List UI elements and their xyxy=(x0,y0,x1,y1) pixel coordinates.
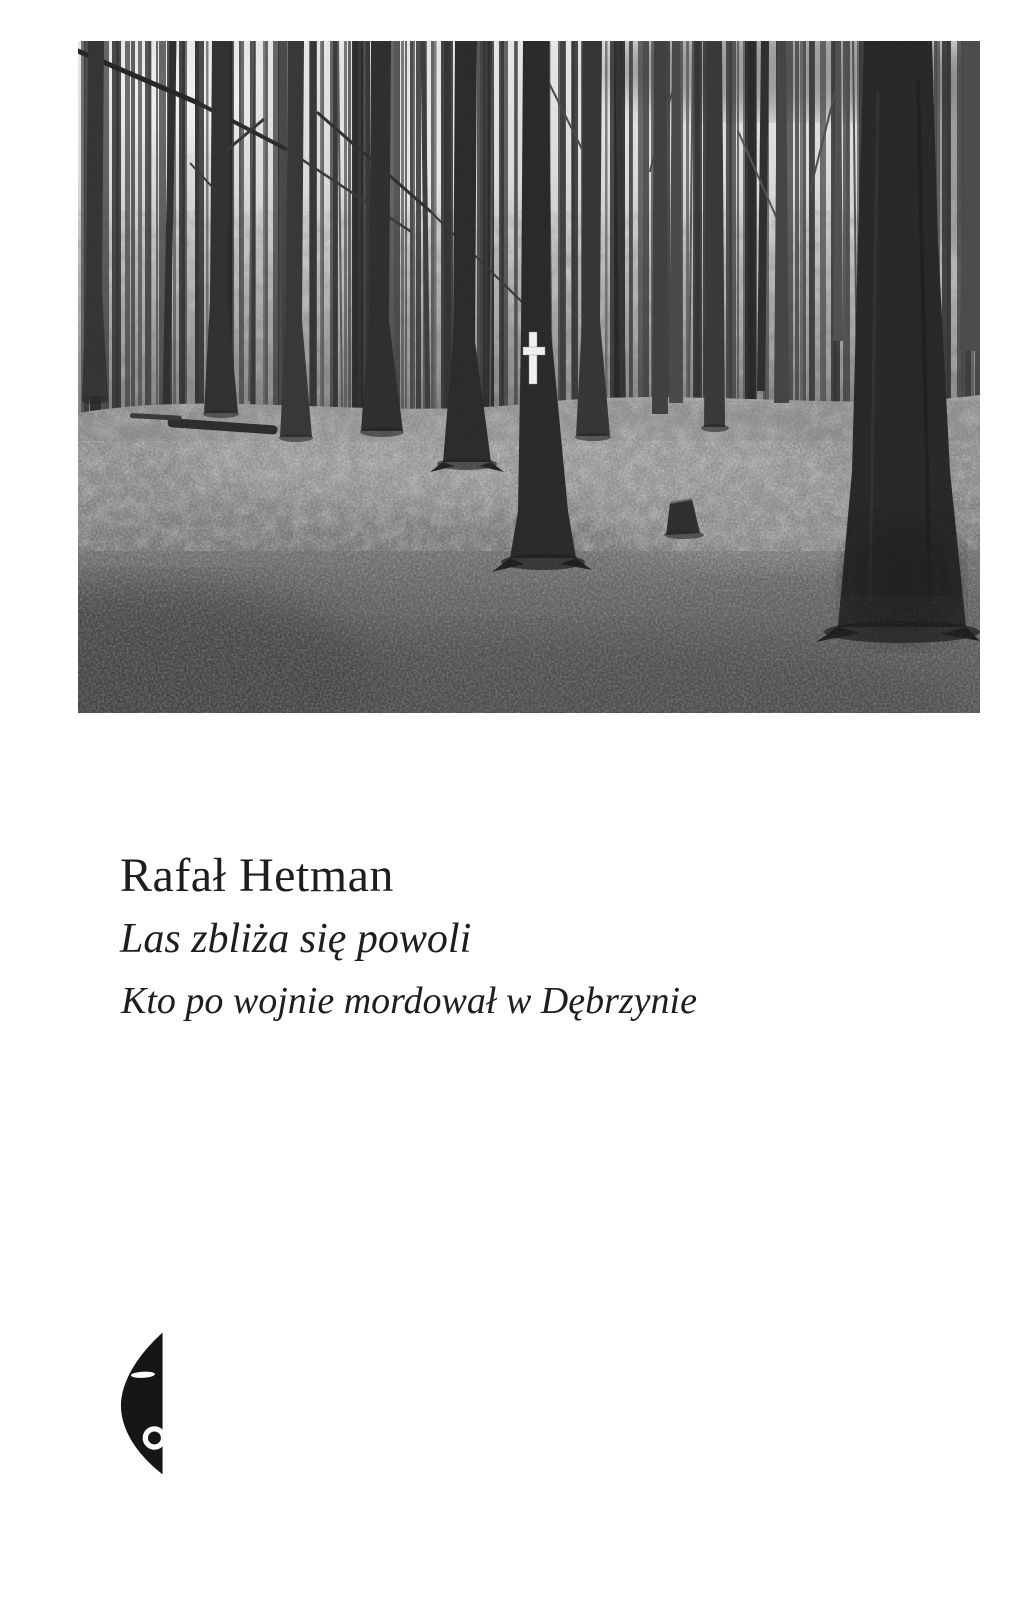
author-name: Rafał Hetman xyxy=(120,849,394,902)
book-subtitle: Kto po wojnie mordował w Dębrzynie xyxy=(121,980,697,1022)
publisher-logo-czarne xyxy=(119,1330,164,1477)
forest-photo-illustration xyxy=(78,41,980,713)
book-title: Las zbliża się powoli xyxy=(120,916,472,962)
cover-photo xyxy=(78,41,980,713)
czarne-half-face-icon xyxy=(119,1330,164,1477)
photo-grain xyxy=(78,41,980,713)
